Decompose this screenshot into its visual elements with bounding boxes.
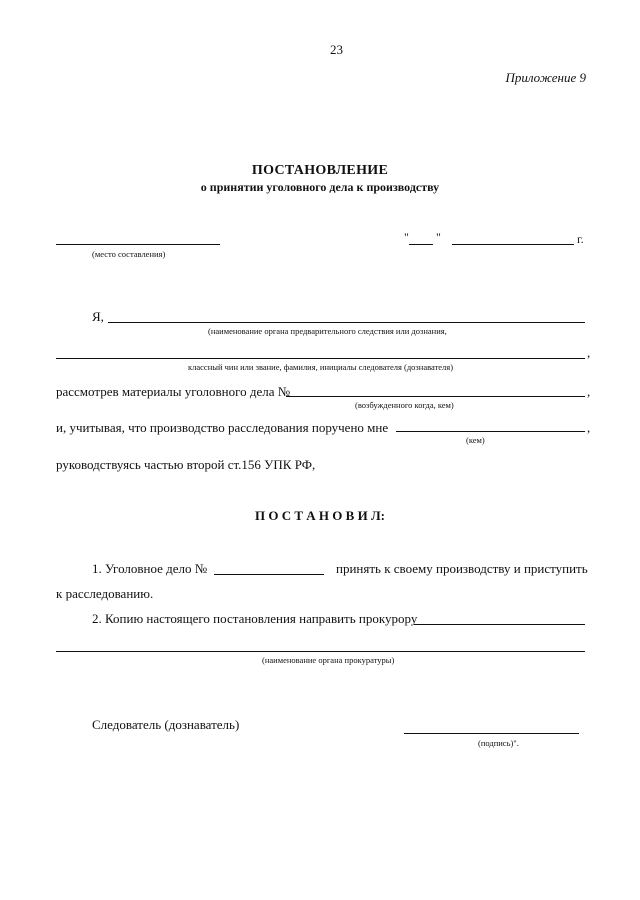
assigned-by-field[interactable] — [396, 431, 585, 432]
document-subtitle: о принятии уголовного дела к производству — [200, 180, 440, 194]
date-close-quote: " — [436, 230, 441, 244]
assigned-caption: (кем) — [466, 435, 485, 445]
investigation-body-caption: (наименование органа предварительного следствия или дознания, — [208, 326, 447, 336]
rank-comma: , — [587, 345, 591, 360]
year-suffix: г. — [577, 232, 584, 246]
page-number: 23 — [330, 42, 343, 57]
prosecutor-caption: (наименование органа прокуратуры) — [262, 655, 395, 665]
assigned-comma: , — [587, 420, 591, 435]
date-open-quote: " — [404, 230, 409, 244]
rank-name-field[interactable] — [56, 358, 585, 359]
prosecutor-field[interactable] — [414, 624, 585, 625]
item1-suffix: принять к своему производству и приступить — [336, 561, 588, 576]
guided-text: руководствуясь частью второй ст.156 УПК РФ, — [56, 457, 316, 472]
resolved-heading: П О С Т А Н О В И Л: — [255, 508, 385, 523]
assigned-text: и, учитывая, что производство расследования поручено мне — [56, 420, 389, 435]
case-number-field[interactable] — [286, 396, 585, 397]
case-materials-text: рассмотрев материалы уголовного дела № — [56, 384, 291, 399]
item2-text: 2. Копию настоящего постановления направить прокурору — [92, 611, 418, 626]
date-month-field[interactable] — [452, 244, 574, 245]
investigator-label: Следователь (дознаватель) — [92, 717, 240, 732]
signature-caption: (подпись)". — [478, 738, 519, 748]
prosecutor-office-field[interactable] — [56, 651, 585, 652]
item1-continuation: к расследованию. — [56, 586, 154, 601]
line-i-prefix: Я, — [92, 309, 104, 324]
place-caption: (место составления) — [92, 249, 166, 259]
item1-prefix: 1. Уголовное дело № — [92, 561, 208, 576]
case-comma: , — [587, 384, 591, 399]
item1-case-number-field[interactable] — [214, 574, 324, 575]
document-title: ПОСТАНОВЛЕНИЕ — [251, 163, 389, 178]
signature-field[interactable] — [404, 733, 579, 734]
investigation-body-field[interactable] — [108, 322, 585, 323]
case-caption: (возбужденного когда, кем) — [355, 400, 454, 410]
rank-caption: классный чин или звание, фамилия, инициалы следователя (дознавателя) — [188, 362, 454, 372]
appendix-label: Приложение 9 — [505, 70, 586, 85]
place-field[interactable] — [56, 244, 220, 245]
date-day-field[interactable] — [409, 244, 433, 245]
